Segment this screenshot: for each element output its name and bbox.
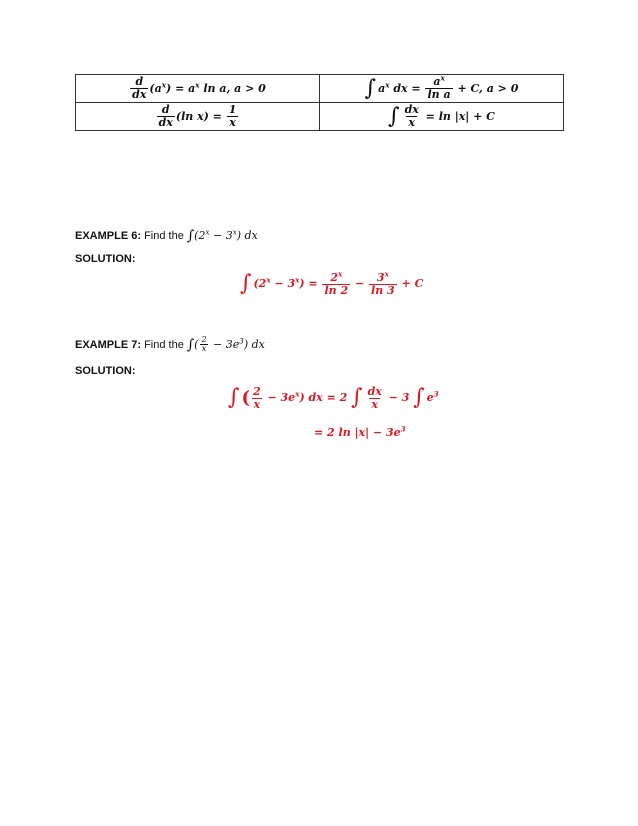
table-row (76, 103, 564, 131)
example-6-solution-equation (240, 269, 424, 297)
table-row (76, 75, 564, 103)
rule-derivative-ln (76, 103, 320, 131)
expr-part: + C, a > 0 (453, 81, 519, 95)
expr-part: − 3e (209, 337, 240, 351)
expr-part: − 3 (270, 277, 296, 291)
expr-part: = a (171, 81, 196, 95)
expr-part: (2 (253, 277, 267, 291)
example-7-heading (75, 336, 265, 354)
example-7-solution-label: SOLUTION: (75, 365, 136, 377)
exponent: x (440, 73, 445, 83)
exponent: x (266, 275, 271, 285)
expr-part: ( (241, 387, 250, 409)
example-expression (186, 335, 265, 354)
expr-part: a (433, 75, 441, 89)
frac-den: x (371, 397, 378, 411)
frac-num (431, 73, 446, 89)
example-text: Find the (141, 338, 187, 351)
expr-part: (2 (194, 229, 206, 242)
frac-den: x (229, 116, 236, 129)
example-6-solution-label: SOLUTION: (75, 253, 136, 265)
exponent: x (385, 79, 390, 89)
rule-derivative-exponential (76, 75, 320, 103)
example-label: EXAMPLE 7: (75, 338, 142, 351)
frac-num: dx (367, 385, 382, 398)
expr-part: ) dx (243, 337, 265, 351)
exponent: x (205, 227, 210, 237)
integral-sign-icon: ∫ (351, 385, 363, 411)
integral-sign-icon: ∫ (388, 103, 400, 129)
frac-num: 2 (201, 335, 207, 344)
frac-num: 1 (228, 103, 237, 117)
expr-part: − 3e (263, 391, 296, 405)
exponent: x (338, 269, 343, 279)
expr-part: 2 (330, 271, 339, 284)
frac-den: ln 2 (324, 283, 349, 297)
frac-num: 2 (253, 385, 261, 398)
expr-part: ( (194, 337, 199, 351)
expr-part: (a (149, 81, 162, 95)
expr-part: e (426, 391, 434, 405)
integral-sign-icon: ∫ (228, 385, 240, 411)
example-6-heading (75, 228, 258, 244)
frac-den: dx (132, 88, 147, 101)
integral-sign-icon: ∫ (413, 385, 425, 411)
rule-integral-reciprocal (320, 103, 564, 131)
integral-sign-icon: ∫ (240, 271, 252, 297)
expr-part: ) dx = 2 (299, 391, 352, 405)
frac-num: dx (404, 103, 419, 117)
expr-part: = ln |x| + C (421, 109, 495, 123)
example-text: Find the (141, 230, 187, 242)
exponent: x (232, 227, 237, 237)
exponent: x (384, 269, 389, 279)
expr-part: − 3 (209, 229, 233, 242)
frac-den: dx (158, 116, 173, 129)
expr-part: 3 (376, 271, 385, 284)
frac-num (328, 269, 344, 284)
frac-den: x (201, 344, 207, 354)
example-label: EXAMPLE 6: (75, 230, 142, 242)
expr-part: = 2 ln |x| − 3e (314, 426, 401, 439)
integral-sign-icon: ∫ (186, 228, 195, 244)
rule-integral-exponential (320, 75, 564, 103)
expr-part: ) = (299, 277, 322, 291)
exponent: x (195, 79, 200, 89)
expr-part: ln a, a > 0 (199, 81, 266, 95)
frac-den: ln a (427, 88, 451, 101)
exponent: 3 (239, 336, 244, 346)
example-expression (187, 229, 258, 242)
integral-sign-icon: ∫ (186, 336, 195, 353)
expr-part: dx = (389, 81, 425, 95)
frac-den: x (253, 397, 261, 411)
frac-num: d (135, 75, 144, 89)
expr-part: ) (166, 81, 172, 95)
frac-num: d (161, 103, 170, 117)
exponent: 3 (400, 424, 406, 434)
expr-part: ) dx (236, 229, 258, 242)
exponent: x (295, 389, 300, 399)
expr-part: a (378, 81, 386, 95)
exponent: x (295, 275, 300, 285)
example-7-solution-line-1 (228, 386, 439, 410)
example-7-solution-line-2 (314, 426, 406, 439)
frac-num (375, 269, 391, 284)
expr-part: + C (397, 277, 424, 291)
exponent: 3 (433, 389, 439, 399)
integral-sign-icon: ∫ (364, 75, 377, 101)
frac-den: x (408, 116, 415, 129)
expr-part: − 3 (384, 391, 414, 405)
expr-part: − (351, 277, 369, 291)
derivative-integral-rules-table (75, 74, 564, 131)
frac-den: ln 3 (371, 283, 395, 297)
expr-part: (ln x) = (175, 109, 226, 123)
exponent: x (161, 79, 167, 89)
